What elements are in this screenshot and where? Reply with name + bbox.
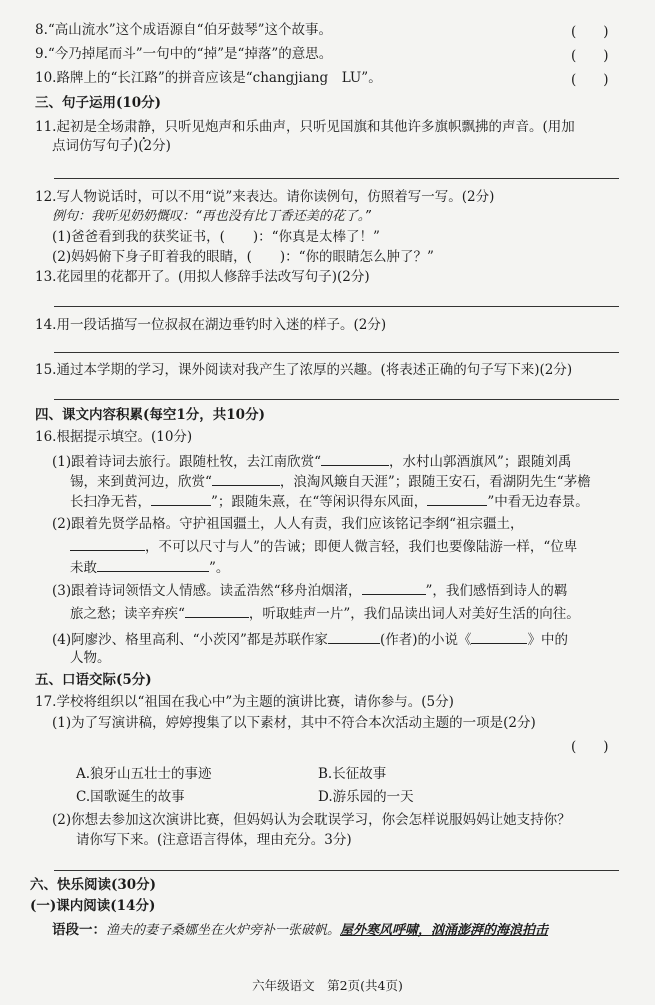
q16-4-text-b: (作者)的小说《 <box>379 632 472 648</box>
q11-part-a: 11.起初是全场 <box>35 119 124 135</box>
q16-1-text-e: 长扫净无苔， <box>70 494 151 510</box>
question-16-2-line2 <box>70 536 577 556</box>
page-footer: 六年级语文 第2页(共4页) <box>252 978 403 993</box>
question-16-1-line3 <box>70 491 589 511</box>
q16-1-blank-3[interactable] <box>151 491 211 506</box>
question-16-3-line2 <box>70 603 580 623</box>
question-16-4-line1 <box>52 629 568 649</box>
q16-2-blank-1[interactable] <box>70 536 145 551</box>
q16-2-text-c: 未敢 <box>70 560 97 576</box>
answer-line-14[interactable] <box>54 352 619 353</box>
answer-line-11[interactable] <box>54 178 619 179</box>
q16-2-blank-2[interactable] <box>97 557 209 572</box>
q16-1-text-a: (1)跟着诗词去旅行。跟随杜牧，去江南欣赏“ <box>52 454 322 470</box>
q11-part-c: ，只听见炮声和乐曲声，只听见国旗和其他许多旗帜飘拂的声音。(用加 <box>150 119 575 135</box>
q16-4-text-c: 》中的 <box>527 632 568 648</box>
question-15: 15.通过本学期的学习，课外阅读对我产生了浓厚的兴趣。(将表述正确的句子写下来)(2分) <box>35 362 573 378</box>
q16-2-text-b: ，不可以尺寸与人”的告诫；即便人微言轻，我们也要像陆游一样，“位卑 <box>145 539 578 555</box>
question-16-1-line1 <box>52 451 571 471</box>
question-12-2 <box>52 247 434 266</box>
q16-1-blank-1[interactable] <box>321 451 389 466</box>
answer-line-15[interactable] <box>54 399 619 400</box>
section-6-subtitle: (一)课内阅读(14分) <box>30 898 156 914</box>
question-12-1 <box>52 227 380 246</box>
question-12-example: 例句：我听见奶奶慨叹：“再也没有比丁香还美的花了。” <box>52 209 371 224</box>
question-10: 10.路牌上的“长江路”的拼音应该是“changjiang LU”。 <box>35 70 382 86</box>
question-16-3-line1 <box>52 580 567 600</box>
q12-2-text-a: (2)妈妈俯下身子盯着我的眼睛，( <box>52 249 252 265</box>
q16-3-text-c: 旅之愁；读辛弃疾“ <box>70 606 185 622</box>
q12-1-text-a: (1)爸爸看到我的获奖证书，( <box>52 229 225 245</box>
answer-paren-10[interactable]: ( ) <box>571 72 609 88</box>
answer-line-17-2[interactable] <box>54 870 619 871</box>
question-16-2-line3 <box>70 557 229 577</box>
section-3-title: 三、句子运用(10分) <box>35 95 162 111</box>
question-13: 13.花园里的花都开了。(用拟人修辞手法改写句子)(2分) <box>35 269 370 285</box>
q11-dotted-word: 肃静 <box>123 119 151 135</box>
q16-4-text-a: (4)阿廖沙、格里高利、“小茨冈”都是苏联作家 <box>52 632 328 648</box>
option-b[interactable]: B.长征故事 <box>318 766 387 782</box>
q16-3-text-b: ”，我们感悟到诗人的羁 <box>425 583 568 599</box>
question-17-2-line2: 请你写下来。(注意语言得体，理由充分。3分) <box>76 832 352 848</box>
question-16: 16.根据提示填空。(10分) <box>35 429 193 445</box>
q16-1-text-d: ，浪淘风簸自天涯”；跟随王安石，看湖阴先生“茅檐 <box>279 474 591 490</box>
q16-4-blank-2[interactable] <box>471 629 527 644</box>
passage-one <box>52 921 548 940</box>
question-16-2-line1: (2)跟着先贤学品格。守护祖国疆土，人人有责，我们应该铭记李纲“祖宗疆土， <box>52 516 524 532</box>
q12-2-text-b: )：“你的眼睛怎么肿了？” <box>279 249 434 265</box>
question-16-4-line2: 人物。 <box>70 650 111 666</box>
answer-paren-9[interactable]: ( ) <box>571 48 609 64</box>
answer-paren-8[interactable]: ( ) <box>571 24 609 40</box>
q16-1-text-c: 锡，来到黄河边，欣赏“ <box>70 474 212 490</box>
question-9: 9.“今乃掉尾而斗”一句中的“掉”是“掉落”的意思。 <box>35 46 333 62</box>
passage-text-underlined: 屋外寒风呼啸，汹涌澎湃的海浪拍击 <box>340 923 549 938</box>
q16-4-blank-1[interactable] <box>328 629 380 644</box>
passage-text-a: 渔夫的妻子桑娜坐在火炉旁补一张破帆。 <box>106 923 341 938</box>
q12-1-blank[interactable] <box>225 227 253 241</box>
q16-1-blank-2[interactable] <box>212 471 280 486</box>
question-16-1-line2 <box>70 471 591 491</box>
q16-3-blank-2[interactable] <box>185 603 249 618</box>
question-12: 12.写人物说话时，可以不用“说”来表达。请你读例句，仿照着写一写。(2分) <box>35 189 495 205</box>
option-c[interactable]: C.国歌诞生的故事 <box>76 789 185 805</box>
question-11-line2: 点词仿写句子)(2分) <box>52 138 171 154</box>
q16-1-text-f: ”；跟随朱熹，在“等闲识得东风面， <box>211 494 428 510</box>
q16-3-blank-1[interactable] <box>362 580 426 595</box>
question-17-1: (1)为了写演讲稿，婷婷搜集了以下素材，其中不符合本次活动主题的一项是(2分) <box>52 715 536 731</box>
q16-1-text-g: ”中看无边春景。 <box>487 494 589 510</box>
question-14: 14.用一段话描写一位叔叔在湖边垂钓时入迷的样子。(2分) <box>35 317 387 333</box>
q12-2-blank[interactable] <box>252 247 280 261</box>
option-a[interactable]: A.狼牙山五壮士的事迹 <box>76 766 212 782</box>
q16-3-text-a: (3)跟着诗词领悟文人情感。读孟浩然“移舟泊烟渚， <box>52 583 362 599</box>
section-6-title: 六、快乐阅读(30分) <box>30 877 157 893</box>
answer-line-13[interactable] <box>54 306 619 307</box>
question-17-2-line1: (2)你想去参加这次演讲比赛，但妈妈认为会耽误学习，你会怎样说服妈妈让她支持你？ <box>52 812 571 828</box>
q16-1-blank-4[interactable] <box>427 491 487 506</box>
question-8: 8.“高山流水”这个成语源自“伯牙鼓琴”这个故事。 <box>35 22 332 38</box>
q12-1-text-b: )：“你真是太棒了！” <box>252 229 380 245</box>
answer-paren-17-1[interactable]: ( ) <box>571 739 609 755</box>
q16-3-text-d: ，听取蛙声一片”，我们品读出词人对美好生活的向往。 <box>248 606 580 622</box>
section-5-title: 五、口语交际(5分) <box>35 672 152 688</box>
option-d[interactable]: D.游乐园的一天 <box>318 789 414 805</box>
question-17: 17.学校将组织以“祖国在我心中”为主题的演讲比赛，请你参与。(5分) <box>35 694 454 710</box>
section-4-title: 四、课文内容积累(每空1分，共10分) <box>35 407 265 423</box>
q16-1-text-b: ，水村山郭酒旗风”；跟随刘禹 <box>389 454 572 470</box>
q16-2-text-d: ”。 <box>209 560 230 576</box>
passage-label: 语段一： <box>52 922 106 938</box>
